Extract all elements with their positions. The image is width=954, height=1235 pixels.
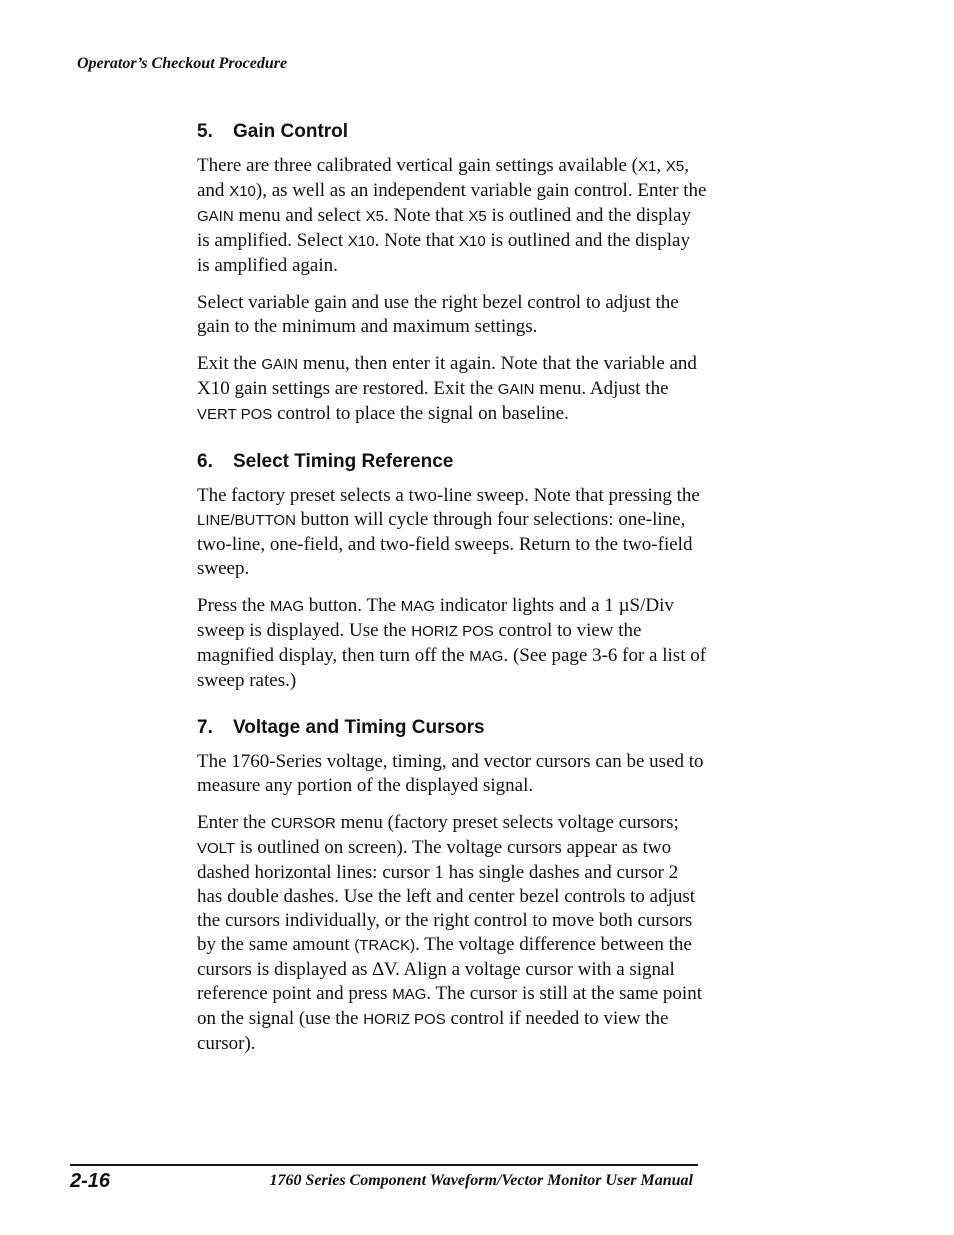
control-name: CURSOR <box>270 815 336 832</box>
section-heading <box>197 450 707 474</box>
paragraph <box>197 811 707 1056</box>
section-number: 5. <box>197 121 213 142</box>
control-name: GAIN <box>197 208 234 225</box>
control-name: X5 <box>665 158 685 175</box>
text-run: button. The <box>304 595 401 616</box>
text-run: , and <box>197 155 689 201</box>
control-name: (TRACK) <box>354 937 416 954</box>
control-name: X10 <box>459 233 486 250</box>
paragraph <box>197 750 707 798</box>
paragraph <box>197 291 707 339</box>
section-heading <box>197 716 707 740</box>
control-name: HORIZ POS <box>411 623 494 640</box>
text-run: . (See page 3-6 for a list of sweep rates.) <box>197 645 707 691</box>
control-name: X1 <box>638 158 657 175</box>
paragraph <box>197 352 707 427</box>
control-name: GAIN <box>497 381 535 398</box>
paragraph <box>197 154 707 278</box>
text-run: . The voltage difference between the cursors is displayed as ∆V. Align a voltage cursor with a signal reference point and press <box>197 934 692 1004</box>
text-run: control to place the signal on baseline. <box>272 403 569 424</box>
control-name: LINE/BUTTON <box>197 512 296 529</box>
control-name: MAG <box>469 648 504 665</box>
control-name: MAG <box>269 598 304 615</box>
section-title: Voltage and Timing Cursors <box>233 717 485 738</box>
control-name: X5 <box>365 208 384 225</box>
control-name: X10 <box>347 233 375 250</box>
control-name: X5 <box>468 208 487 225</box>
text-run: The factory preset selects a two-line sweep. Note that pressing the <box>197 485 700 506</box>
page-number: 2-16 <box>70 1170 111 1192</box>
text-run: Enter the <box>197 812 271 833</box>
text-run: button will cycle through four selections: one-line, two-line, one-field, and two-field sweeps. Return to the two-field sweep. <box>197 509 693 579</box>
text-run: . Note that <box>383 205 469 226</box>
text-run: menu and select <box>233 205 366 226</box>
text-run: control if needed to view the cursor). <box>197 1008 669 1054</box>
control-name: MAG <box>392 986 427 1003</box>
running-head: Operator’s Checkout Procedure <box>77 55 288 72</box>
text-run: menu. Adjust the <box>534 378 669 399</box>
control-name: HORIZ POS <box>363 1011 446 1028</box>
section <box>197 450 707 693</box>
text-run: indicator lights and a 1 µS/Div sweep is displayed. Use the <box>197 595 674 641</box>
control-name: VERT POS <box>197 406 273 423</box>
section-heading <box>197 120 707 144</box>
text-run: ), as well as an independent variable gain control. Enter the <box>255 180 707 201</box>
section-number: 7. <box>197 717 213 738</box>
section-number: 6. <box>197 451 213 472</box>
control-name: MAG <box>400 598 435 615</box>
section-title: Select Timing Reference <box>233 451 454 472</box>
page-content <box>197 120 707 1079</box>
control-name: VOLT <box>197 840 236 857</box>
section <box>197 120 707 427</box>
control-name: GAIN <box>261 356 299 373</box>
manual-title: 1760 Series Component Waveform/Vector Monitor User Manual <box>269 1172 693 1189</box>
text-run: menu (factory preset selects voltage cursors; <box>335 812 679 833</box>
text-run: control to view the magnified display, then turn off the <box>197 620 642 666</box>
text-run: There are three calibrated vertical gain settings available ( <box>197 155 638 176</box>
paragraph <box>197 484 707 581</box>
text-run: is outlined on screen). The voltage cursors appear as two dashed horizontal lines: cursor 1 has single dashes and cursor 2 has double dashes. Use the left and center bezel controls to adjust the cursors individually, or the right control to move both cursors by the same amount <box>197 837 696 955</box>
section <box>197 716 707 1056</box>
text-run: Press the <box>197 595 270 616</box>
text-run: Select variable gain and use the right bezel control to adjust the gain to the minimum and maximum settings. <box>197 292 679 337</box>
text-run: Exit the <box>197 353 262 374</box>
text-run: . The cursor is still at the same point on the signal (use the <box>197 983 702 1029</box>
footer-rule <box>70 1164 698 1166</box>
text-run: is outlined and the display is amplified. Select <box>197 205 691 251</box>
text-run: . Note that <box>374 230 460 251</box>
text-run: is outlined and the display is amplified again. <box>197 230 690 276</box>
text-run: , <box>656 155 666 176</box>
text-run: menu, then enter it again. Note that the variable and X10 gain settings are restored. Exit the <box>197 353 697 399</box>
text-run: The 1760-Series voltage, timing, and vector cursors can be used to measure any portion of the displayed signal. <box>197 751 704 796</box>
section-title: Gain Control <box>233 121 349 142</box>
control-name: X10 <box>229 183 256 200</box>
paragraph <box>197 594 707 693</box>
